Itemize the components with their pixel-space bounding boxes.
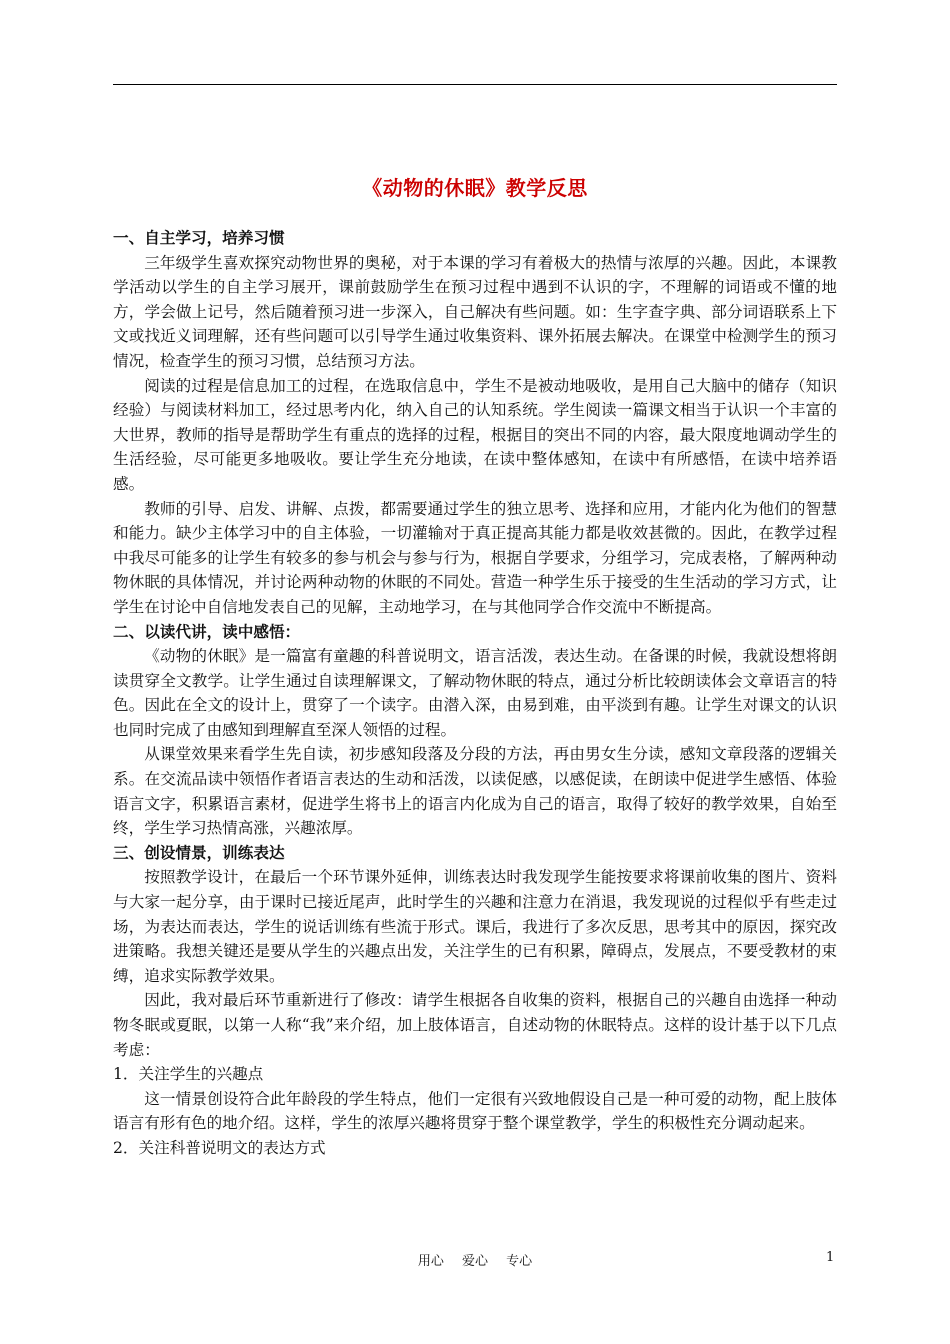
list-item-label: 1．关注学生的兴趣点 — [113, 1065, 264, 1084]
section-heading-2: 二、以读代讲，读中感悟： — [113, 621, 301, 641]
document-body — [113, 226, 837, 1161]
section-heading-3: 三、创设情景，训练表达 — [113, 842, 285, 862]
paragraph: 阅读的过程是信息加工的过程，在选取信息中，学生不是被动地吸收，是用自己大脑中的储存（知识经验）与阅读材料加工，经过思考内化，纳入自己的认知系统。学生阅读一篇课文相当于认识一个丰富的大世界，教师的指导是帮助学生有重点的选择的过程，根据目的突出不同的内容，最大限度地调动学生的生活经验，尽可能更多地吸收。要让学生充分地读，在读中整体感知，在读中有所感悟，在读中培养语感。 — [113, 376, 837, 493]
paragraph: 这一情景创设符合此年龄段的学生特点，他们一定很有兴致地假设自己是一种可爱的动物，配上肢体语言有形有色的地介绍。这样，学生的浓厚兴趣将贯穿于整个课堂教学，学生的积极性充分调动起来。 — [113, 1089, 837, 1133]
page-number: 1 — [826, 1250, 835, 1265]
footer-motto: 用心 爱心 专心 — [417, 1254, 533, 1269]
paragraph: 三年级学生喜欢探究动物世界的奥秘，对于本课的学习有着极大的热情与浓厚的兴趣。因此，本课教学活动以学生的自主学习展开，课前鼓励学生在预习过程中遇到不认识的字，不理解的词语或不懂的地方，学会做上记号，然后随着预习进一步深入，自己解决有些问题。如：生字查字典、部分词语联系上下文或找近义词理解，还有些问题可以引导学生通过收集资料、课外拓展去解决。在课堂中检测学生的预习情况，检查学生的预习习惯，总结预习方法。 — [113, 253, 837, 370]
section-heading-1: 一、自主学习，培养习惯 — [113, 228, 285, 247]
paragraph: 教师的引导、启发、讲解、点拨，都需要通过学生的独立思考、选择和应用，才能内化为他们的智慧和能力。缺少主体学习中的自主体验，一切灌输对于真正提高其能力都是收效甚微的。因此，在教学过程中我尽可能多的让学生有较多的参与机会与参与行为，根据自学要求，分组学习，完成表格，了解两种动物休眠的具体情况，并讨论两种动物的休眠的不同处。营造一种学生乐于接受的生生活动的学习方式，让学生在讨论中自信地发表自己的见解，主动地学习，在与其他同学合作交流中不断提高。 — [113, 499, 837, 616]
paragraph: 从课堂效果来看学生先自读，初步感知段落及分段的方法，再由男女生分读，感知文章段落的逻辑关系。在交流品读中领悟作者语言表达的生动和活泼，以读促感，以感促读，在朗读中促进学生感悟、体验语言文字，积累语言素材，促进学生将书上的语言内化成为自己的语言，取得了较好的教学效果，自始至终，学生学习热情高涨，兴趣浓厚。 — [113, 745, 837, 838]
header-rule — [113, 84, 837, 85]
paragraph: 按照教学设计，在最后一个环节课外延伸，训练表达时我发现学生能按要求将课前收集的图片、资料与大家一起分享，由于课时已接近尾声，此时学生的兴趣和注意力在消退，我发现说的过程似乎有些走过场，为表达而表达，学生的说话训练有些流于形式。课后，我进行了多次反思，思考其中的原因，探究改进策略。我想关键还是要从学生的兴趣点出发，关注学生的已有积累，障碍点，发展点，不要受教材的束缚，追求实际教学效果。 — [113, 868, 837, 985]
list-item-label: 2．关注科普说明文的表达方式 — [113, 1138, 326, 1157]
paragraph: 因此，我对最后环节重新进行了修改：请学生根据各自收集的资料，根据自己的兴趣自由选择一种动物冬眠或夏眠，以第一人称“我”来介绍，加上肢体语言，自述动物的休眠特点。这样的设计基于以下几点考虑： — [113, 991, 837, 1059]
document-title: 《动物的休眠》教学反思 — [362, 176, 588, 200]
paragraph: 《动物的休眠》是一篇富有童趣的科普说明文，语言活泼，表达生动。在备课的时候，我就设想将朗读贯穿全文教学。让学生通过自读理解课文，了解动物休眠的特点，通过分析比较朗读体会文章语言的特色。因此在全文的设计上，贯穿了一个读字。由潜入深，由易到难，由平淡到有趣。让学生对课文的认识也同时完成了由感知到理解直至深人领悟的过程。 — [113, 647, 837, 739]
